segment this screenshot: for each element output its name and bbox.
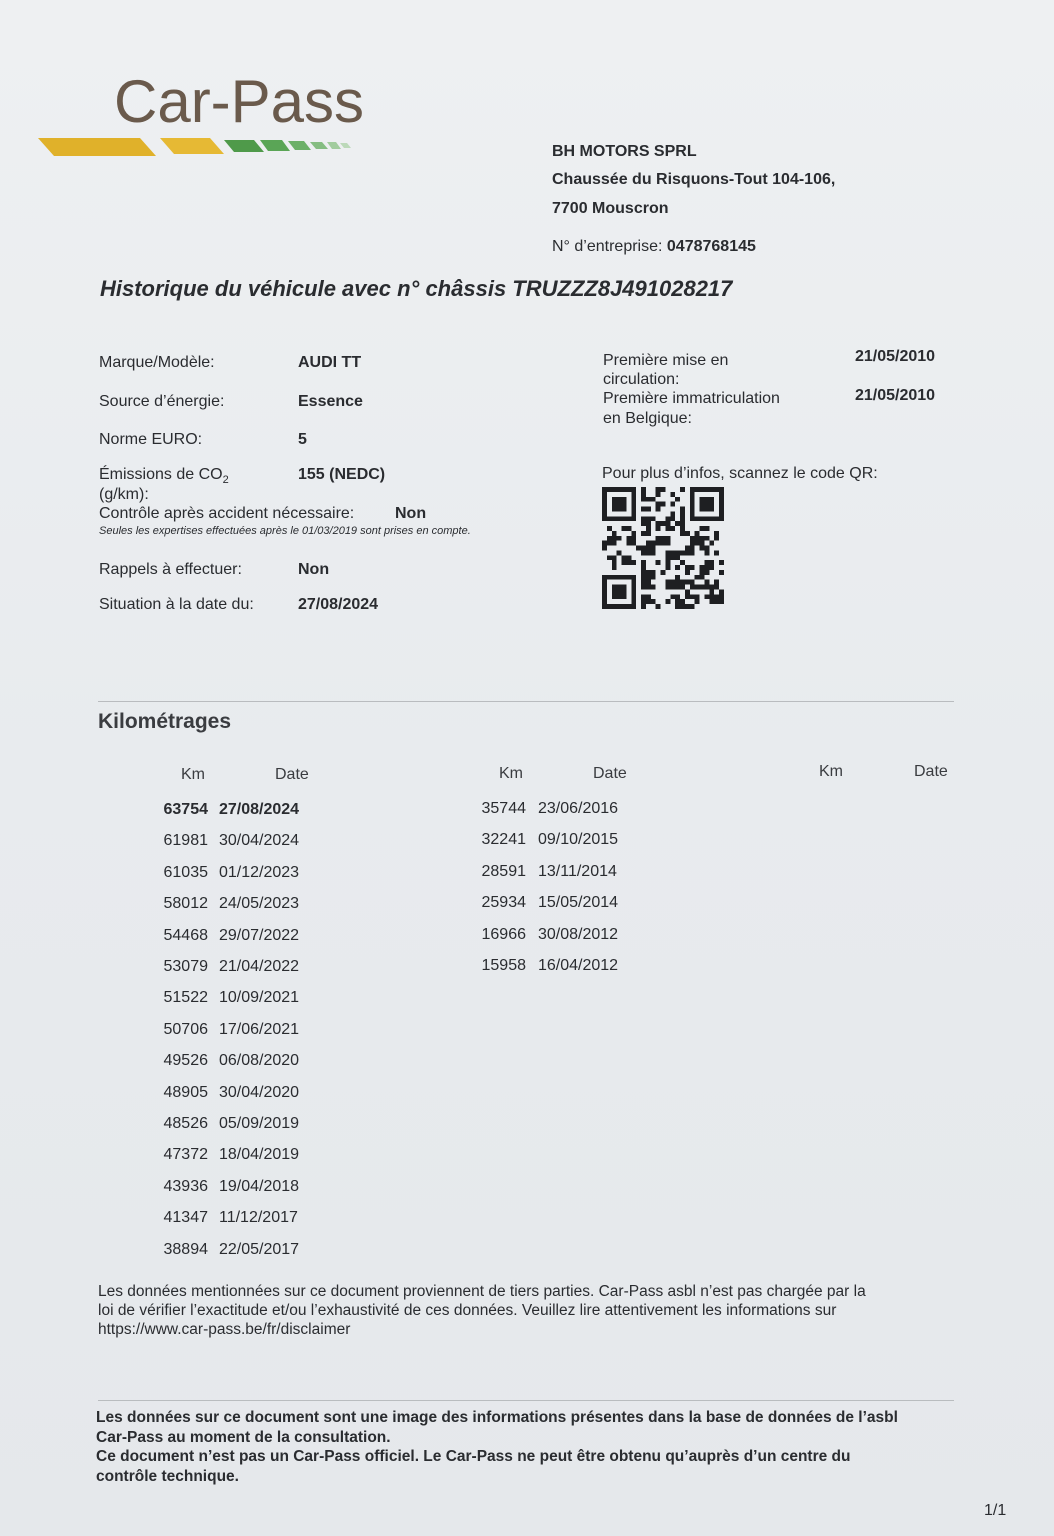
mileage-km: 38894	[163, 1240, 208, 1258]
co2-unit-label: (g/km):	[99, 486, 149, 503]
mileage-km: 35744	[481, 800, 526, 817]
mileage-date: 16/04/2012	[538, 957, 619, 974]
co2-label	[99, 466, 229, 486]
footer-line-2: Car-Pass au moment de la consultation.	[96, 1428, 391, 1446]
co2-sub: 2	[222, 474, 229, 487]
mileage-km: 61981	[163, 832, 208, 850]
first-use-label-1: Première mise en	[603, 352, 729, 369]
controle-value: Non	[395, 505, 427, 522]
source-value: Essence	[298, 393, 363, 410]
document-title: Historique du véhicule avec n° châssis TRUZZZ8J491028217	[100, 276, 733, 301]
mileage-date: 09/10/2015	[538, 831, 619, 849]
mileage-date: 15/05/2014	[538, 894, 619, 912]
mileage-date: 22/05/2017	[219, 1240, 300, 1258]
car-pass-logo-text: Car-Pass	[114, 68, 365, 135]
co2-value: 155 (NEDC)	[298, 466, 386, 483]
footer-note	[96, 1408, 966, 1486]
mileage-date: 23/06/2016	[538, 800, 619, 817]
col2-km-header: Km	[499, 765, 523, 782]
mileage-km: 58012	[163, 895, 208, 913]
mileage-km: 51522	[163, 989, 208, 1007]
rappels-value: Non	[298, 561, 330, 578]
mileage-date: 21/04/2022	[219, 958, 300, 975]
mileage-date: 06/08/2020	[219, 1052, 300, 1070]
col2-date-header: Date	[593, 765, 627, 782]
footer-line-4: contrôle technique.	[96, 1467, 239, 1485]
col1-km-header: Km	[181, 766, 205, 783]
vat-label: N° d’entreprise:	[552, 238, 663, 255]
situation-value: 27/08/2024	[298, 596, 379, 613]
mileage-km: 61035	[163, 863, 208, 881]
footer-divider	[98, 1400, 954, 1401]
mileage-date: 27/08/2024	[219, 801, 300, 818]
marque-value: AUDI TT	[298, 354, 362, 371]
disclaimer-link[interactable]: https://www.car-pass.be/fr/disclaimer	[98, 1321, 351, 1338]
mileage-date: 18/04/2019	[219, 1146, 300, 1164]
rappels-label: Rappels à effectuer:	[99, 561, 242, 578]
mileage-km: 54468	[163, 926, 208, 944]
footer-line-1: Les données sur ce document sont une image des informations présentes dans la base de données de l’asbl	[96, 1409, 898, 1426]
mileage-date: 24/05/2023	[219, 895, 300, 913]
mileage-date: 30/04/2020	[219, 1083, 300, 1101]
mileage-date: 11/12/2017	[219, 1209, 298, 1227]
col1-date-header: Date	[275, 766, 309, 783]
mileage-km: 41347	[163, 1209, 208, 1227]
mileage-km: 32241	[481, 831, 526, 849]
marque-label: Marque/Modèle:	[99, 354, 215, 371]
first-reg-value: 21/05/2010	[855, 387, 936, 404]
mileage-date: 29/07/2022	[219, 926, 300, 944]
controle-note: Seules les expertises effectuées après le 01/03/2019 sont prises en compte.	[99, 525, 471, 537]
mileage-date: 30/08/2012	[538, 925, 619, 943]
source-label: Source d’énergie:	[99, 393, 225, 410]
situation-label: Situation à la date du:	[99, 596, 254, 613]
mileage-title: Kilométrages	[98, 710, 232, 733]
mileage-date: 05/09/2019	[219, 1115, 300, 1132]
mileage-date: 13/11/2014	[538, 862, 617, 880]
section-divider	[98, 701, 954, 702]
mileage-km: 48905	[163, 1083, 208, 1101]
mileage-km: 15958	[481, 957, 526, 974]
vat-value: 0478768145	[666, 238, 756, 255]
footer-line-3: Ce document n’est pas un Car-Pass officiel. Le Car-Pass ne peut être obtenu qu’auprès d’un centre du	[96, 1448, 851, 1465]
mileage-date: 19/04/2018	[219, 1177, 300, 1195]
car-pass-logo-bars	[38, 134, 358, 162]
first-use-value: 21/05/2010	[855, 348, 936, 365]
mileage-km: 16966	[481, 925, 526, 943]
mileage-date: 10/09/2021	[219, 989, 300, 1007]
mileage-date: 01/12/2023	[219, 863, 300, 881]
company-vat	[552, 238, 756, 256]
mileage-km: 28591	[481, 862, 526, 880]
qr-code-icon[interactable]	[602, 487, 724, 609]
mileage-km: 50706	[163, 1020, 208, 1038]
mileage-km: 25934	[481, 894, 526, 912]
first-use-label-2: circulation:	[603, 371, 680, 388]
company-street: Chaussée du Risquons-Tout 104-106,	[552, 171, 836, 188]
mileage-date: 17/06/2021	[219, 1020, 300, 1038]
mileage-date: 30/04/2024	[219, 832, 300, 850]
co2-label-text: Émissions de CO	[99, 466, 223, 483]
first-reg-label-1: Première immatriculation	[603, 390, 780, 407]
company-city: 7700 Mouscron	[552, 200, 669, 217]
disclaimer-text	[98, 1282, 958, 1339]
norme-value: 5	[298, 431, 307, 448]
mileage-km: 53079	[163, 958, 208, 975]
mileage-km: 48526	[163, 1115, 208, 1132]
mileage-km: 63754	[163, 801, 208, 818]
first-reg-label-2: en Belgique:	[603, 410, 692, 427]
controle-label: Contrôle après accident nécessaire:	[99, 505, 355, 522]
col3-km-header: Km	[819, 763, 843, 780]
norme-label: Norme EURO:	[99, 431, 203, 448]
page-number: 1/1	[984, 1502, 1007, 1519]
disclaimer-line-1: Les données mentionnées sur ce document proviennent de tiers parties. Car-Pass asbl n’est pas chargée par la	[98, 1283, 866, 1300]
mileage-km: 49526	[163, 1052, 208, 1070]
mileage-km: 47372	[163, 1146, 208, 1164]
col3-date-header: Date	[914, 763, 948, 780]
qr-label: Pour plus d’infos, scannez le code QR:	[602, 465, 878, 482]
disclaimer-line-2: loi de vérifier l’exactitude et/ou l’exhaustivité de ces données. Veuillez lire attentivement les informations sur	[98, 1302, 837, 1319]
mileage-km: 43936	[163, 1177, 208, 1195]
company-name: BH MOTORS SPRL	[552, 143, 697, 160]
